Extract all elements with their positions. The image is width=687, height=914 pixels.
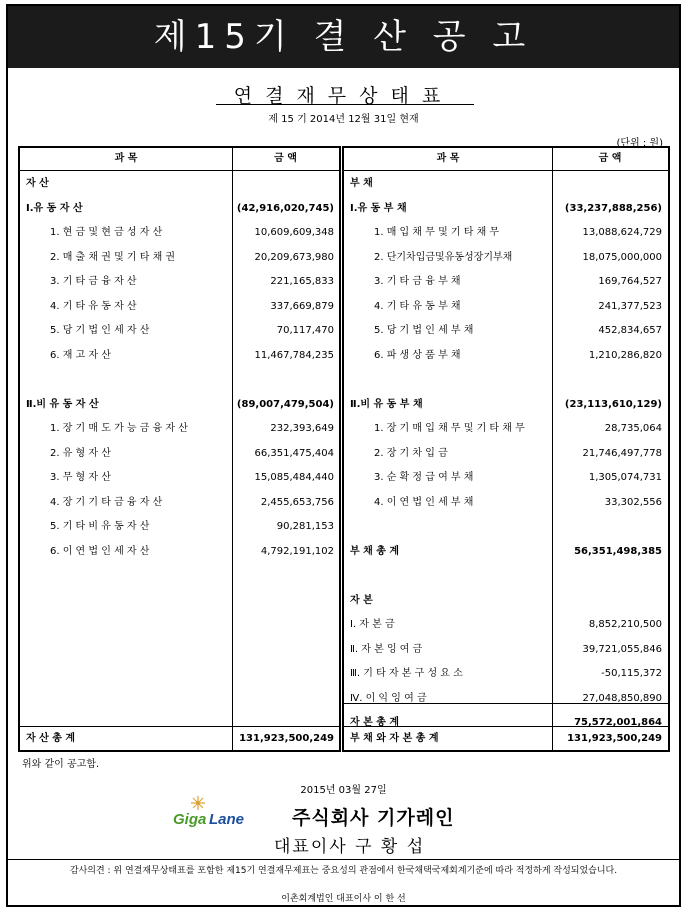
- table-row: [20, 319, 339, 343]
- liabilities-item-header: 과 목: [436, 153, 460, 164]
- row-label: 1. 현 금 및 현 금 성 자 산: [50, 227, 163, 238]
- row-amount: 18,075,000,000: [582, 251, 662, 263]
- table-row: [344, 417, 668, 441]
- announcement-date: 2015년 03월 27일: [300, 785, 387, 796]
- row-label: 2. 유 형 자 산: [50, 447, 111, 459]
- liabilities-amount-header: 금 액: [598, 153, 622, 164]
- row-amount: 4,792,191,102: [260, 545, 334, 557]
- row-label: 1. 매 입 채 무 및 기 타 채 무: [374, 227, 500, 238]
- table-row: [344, 491, 668, 515]
- row-amount: (89,007,479,504): [236, 398, 334, 410]
- star-icon: [191, 796, 205, 810]
- row-label: 3. 기 타 금 융 자 산: [50, 276, 137, 287]
- row-label: Ⅳ. 이 익 잉 여 금: [350, 692, 427, 704]
- row-label: Ⅰ.유 동 부 채: [350, 202, 407, 214]
- row-label: 3. 순 확 정 급 여 부 채: [374, 472, 474, 483]
- row-amount: 21,746,497,778: [582, 447, 662, 459]
- row-amount: (42,916,020,745): [236, 202, 334, 214]
- table-row: [344, 540, 668, 564]
- row-amount: 8,852,210,500: [588, 619, 662, 630]
- table-row: [344, 393, 668, 417]
- row-amount: 13,088,624,729: [582, 227, 662, 238]
- row-label: 자 산: [26, 178, 49, 189]
- row-amount: 10,609,609,348: [254, 227, 334, 238]
- row-amount: 232,393,649: [270, 423, 334, 434]
- row-label: 5. 당 기 법 인 세 자 산: [50, 325, 150, 336]
- total-assets-amount: 131,923,500,249: [239, 733, 334, 744]
- table-row: [20, 491, 339, 515]
- row-amount: [552, 564, 662, 588]
- row-amount: 2,455,653,756: [260, 496, 334, 508]
- row-amount: 11,467,784,235: [254, 349, 334, 361]
- table-row: [20, 295, 339, 319]
- row-amount: 56,351,498,385: [574, 545, 662, 557]
- audit-opinion: 감사의견 : 위 연결재무상태표를 포함한 제15기 연결재무제표는 중요성의 관점에서 한국채택국제회계기준에 따라 적정하게 작성되었습니다.: [69, 866, 618, 876]
- row-amount: 241,377,523: [598, 300, 662, 312]
- table-row: [20, 221, 339, 245]
- table-row: [344, 564, 668, 588]
- table-row: [20, 442, 339, 466]
- row-amount: [552, 515, 662, 539]
- row-amount: 66,351,475,404: [254, 447, 334, 459]
- table-row: [344, 197, 668, 221]
- table-row: [20, 393, 339, 417]
- row-label: 부 채 총 계: [350, 545, 400, 557]
- row-amount: (33,237,888,256): [564, 202, 662, 214]
- row-amount: [232, 368, 334, 392]
- row-amount: 15,085,484,440: [254, 472, 334, 483]
- logo-lane-text: Lane: [209, 811, 245, 828]
- row-label: 자 본 총 계: [350, 717, 400, 728]
- row-label: 1. 장 기 매 입 채 무 및 기 타 채 무: [374, 423, 525, 434]
- title-underline: [216, 104, 474, 105]
- row-label: 1. 장 기 매 도 가 능 금 융 자 산: [50, 423, 188, 434]
- row-label: 3. 기 타 금 융 부 채: [374, 276, 461, 287]
- row-label: 2. 매 출 채 권 및 기 타 채 권: [50, 251, 176, 263]
- table-row: [20, 417, 339, 441]
- header-divider: [344, 170, 668, 171]
- table-row: [20, 246, 339, 270]
- announcement-banner: 제15기 결 산 공 고: [8, 6, 679, 68]
- row-amount: 1,210,286,820: [588, 349, 662, 361]
- row-amount: -50,115,372: [601, 668, 662, 679]
- row-amount: 75,572,001,864: [574, 717, 662, 728]
- row-label: 6. 재 고 자 산: [50, 349, 111, 361]
- audit-divider: [8, 859, 679, 860]
- document-title: 연결재무상태표: [233, 85, 454, 107]
- row-amount: 70,117,470: [276, 325, 334, 336]
- row-label: 4. 기 타 유 동 부 채: [374, 300, 461, 312]
- row-amount: [552, 172, 662, 196]
- row-label: 6. 이 연 법 인 세 자 산: [50, 545, 150, 557]
- row-amount: [552, 589, 662, 613]
- row-amount: 221,165,833: [270, 276, 334, 287]
- row-amount: 20,209,673,980: [254, 251, 334, 263]
- row-label: Ⅲ. 기 타 자 본 구 성 요 소: [350, 668, 463, 679]
- total-assets-label: 자 산 총 계: [26, 733, 76, 744]
- row-amount: [552, 368, 662, 392]
- assets-amount-header: 금 액: [274, 153, 297, 164]
- row-label: 5. 기 타 비 유 동 자 산: [50, 521, 150, 532]
- logo-giga-text: Giga: [173, 811, 207, 828]
- total-liabilities-equity-label: 부 채 와 자 본 총 계: [350, 733, 439, 744]
- table-row: [344, 246, 668, 270]
- total-liabilities-equity-amount: 131,923,500,249: [567, 733, 662, 744]
- row-label: Ⅰ. 자 본 금: [350, 619, 395, 630]
- table-row: [344, 319, 668, 343]
- table-row: [344, 295, 668, 319]
- table-row: [344, 221, 668, 245]
- announcement-statement: 위와 같이 공고함.: [22, 759, 100, 770]
- table-row: [344, 466, 668, 490]
- row-label: Ⅱ. 자 본 잉 여 금: [350, 643, 423, 655]
- assets-item-header: 과 목: [114, 153, 138, 164]
- assets-table: [18, 146, 341, 752]
- row-label: Ⅰ.유 동 자 산: [26, 202, 83, 214]
- row-amount: 169,764,527: [598, 276, 662, 287]
- row-label: 2. 단기차입금및유동성장기부채: [374, 251, 513, 263]
- row-amount: 39,721,055,846: [582, 643, 662, 655]
- table-row: [20, 344, 339, 368]
- table-row: [20, 270, 339, 294]
- auditor-name: 이촌회계법인 대표이사 이 한 선: [281, 894, 406, 904]
- gigalane-logo: [171, 794, 271, 828]
- row-label: 부 채: [350, 178, 373, 189]
- total-liabilities-equity-row: [344, 727, 668, 751]
- equity-total-divider: [344, 703, 668, 704]
- row-label: 4. 기 타 유 동 자 산: [50, 300, 137, 312]
- table-row: [20, 172, 339, 196]
- row-amount: (23,113,610,129): [564, 398, 662, 410]
- liabilities-equity-table: [342, 146, 670, 752]
- row-label: Ⅱ.비 유 동 자 산: [26, 398, 99, 410]
- row-amount: 90,281,153: [276, 521, 334, 532]
- currency-unit: (단위 : 원): [616, 138, 663, 149]
- row-amount: [232, 172, 334, 196]
- table-row: [344, 589, 668, 613]
- row-amount: 337,669,879: [270, 300, 334, 312]
- reporting-period: 제 15 기 2014년 12월 31일 현재: [268, 114, 419, 125]
- company-name: 주식회사 기가레인: [292, 807, 455, 829]
- table-row: [20, 466, 339, 490]
- row-amount: 452,834,657: [598, 325, 662, 336]
- table-row: [20, 368, 339, 392]
- row-label: 5. 당 기 법 인 세 부 채: [374, 325, 474, 336]
- table-row: [344, 687, 668, 711]
- table-row: [344, 613, 668, 637]
- table-row: [20, 540, 339, 564]
- row-label: 2. 장 기 차 입 금: [374, 447, 448, 459]
- table-row: [344, 638, 668, 662]
- row-label: 자 본: [350, 594, 373, 606]
- row-label: Ⅱ.비 유 동 부 채: [350, 398, 423, 410]
- table-row: [344, 662, 668, 686]
- table-row: [344, 442, 668, 466]
- header-divider: [20, 170, 339, 171]
- row-label: 3. 무 형 자 산: [50, 472, 111, 483]
- table-row: [344, 172, 668, 196]
- table-row: [344, 344, 668, 368]
- table-row: [344, 270, 668, 294]
- row-amount: 33,302,556: [604, 496, 662, 508]
- row-label: 4. 이 연 법 인 세 부 채: [374, 496, 474, 508]
- announcement-page: [6, 4, 681, 907]
- row-label: 6. 파 생 상 품 부 채: [374, 349, 461, 361]
- table-row: [344, 368, 668, 392]
- row-amount: 28,735,064: [604, 423, 662, 434]
- row-label: 4. 장 기 기 타 금 융 자 산: [50, 496, 163, 508]
- total-assets-row: [20, 727, 339, 751]
- table-row: [344, 515, 668, 539]
- table-row: [20, 515, 339, 539]
- row-amount: 1,305,074,731: [588, 472, 662, 483]
- ceo-name: 대표이사 구 황 섭: [274, 837, 426, 857]
- table-row: [20, 197, 339, 221]
- row-amount: 27,048,850,890: [582, 692, 662, 704]
